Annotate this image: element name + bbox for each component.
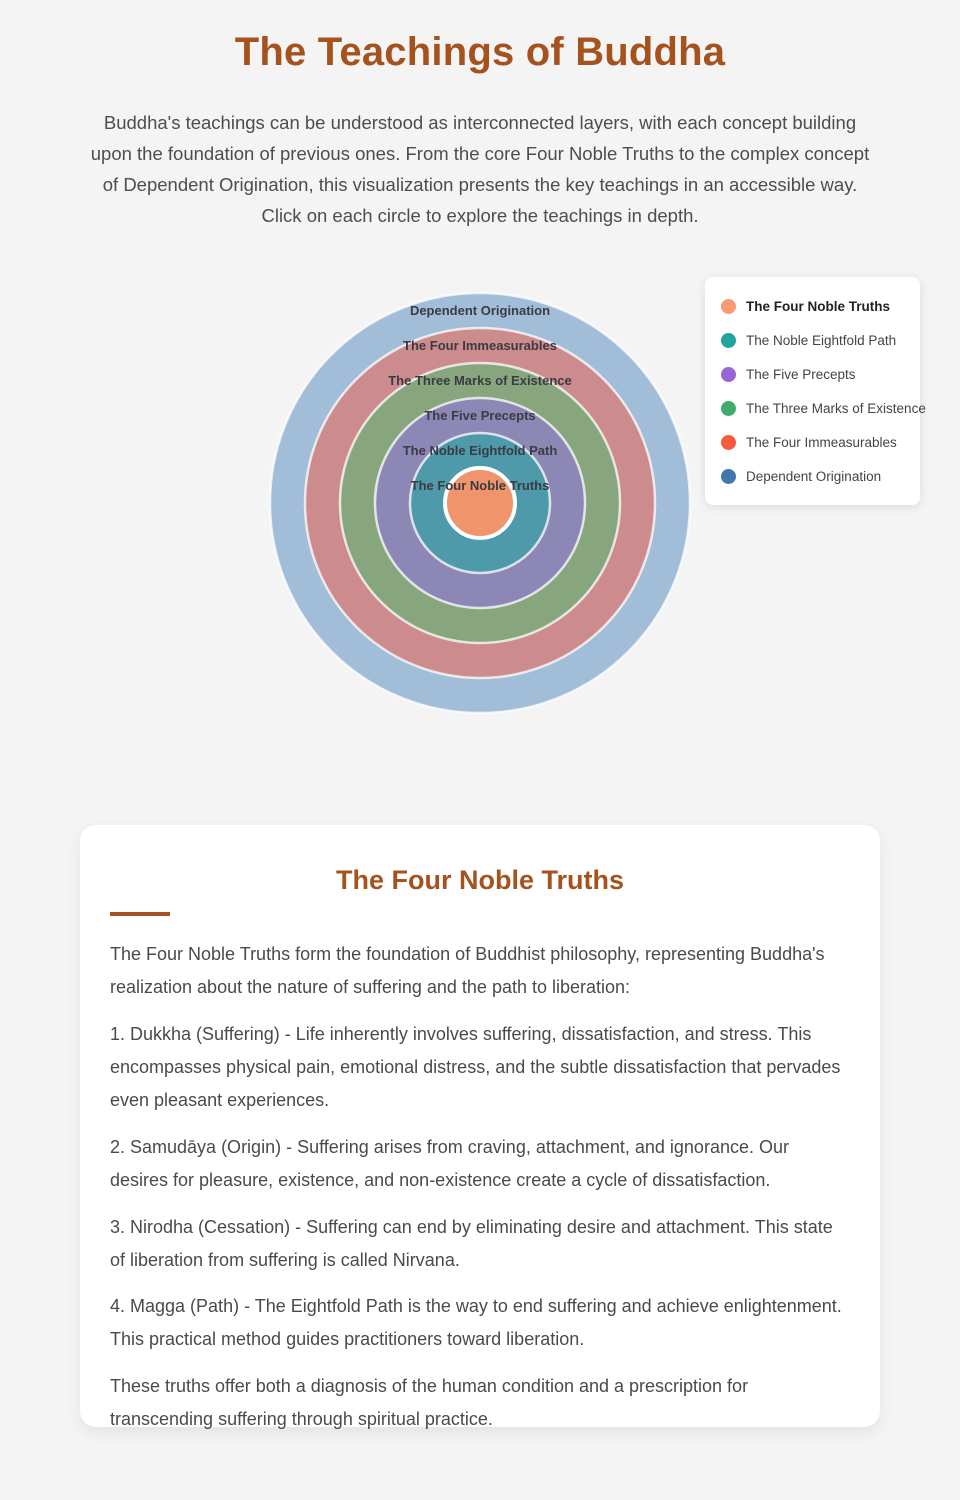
- legend-item-label: The Four Noble Truths: [746, 298, 890, 314]
- detail-card: [80, 825, 880, 1430]
- detail-paragraph-1: 1. Dukkha (Suffering) - Life inherently involves suffering, dissatisfaction, and stress. This encompasses physical pain, emotional distress, and the subtle dissatisfaction that pervades even pleasant experiences.: [110, 1023, 841, 1110]
- legend-dot-icon: [721, 401, 736, 416]
- detail-paragraph-5: These truths offer both a diagnosis of the human condition and a prescription for transcending suffering through spiritual practice.: [110, 1376, 749, 1430]
- legend-item-1[interactable]: [721, 323, 904, 357]
- circle-label-1: The Four Immeasurables: [403, 338, 557, 353]
- intro-text: Buddha's teachings can be understood as interconnected layers, with each concept building upon the foundation of previous ones. From the core Four Noble Truths to the complex concept of Dependent Origination, this visualization presents the key teachings in an accessible way. Click on each circle to explore the teachings in depth.: [90, 112, 870, 226]
- detail-paragraph-2: 2. Samudāya (Origin) - Suffering arises from craving, attachment, and ignorance. Our desires for pleasure, existence, and non-existence create a cycle of dissatisfaction.: [110, 1136, 789, 1190]
- legend-dot-icon: [721, 299, 736, 314]
- detail-paragraph-3: 3. Nirodha (Cessation) - Suffering can end by eliminating desire and attachment. This state of liberation from suffering is called Nirvana.: [110, 1216, 833, 1270]
- detail-paragraph-4: 4. Magga (Path) - The Eightfold Path is the way to end suffering and achieve enlightenment. This practical method guides practitioners toward liberation.: [110, 1296, 842, 1350]
- card-body: [110, 938, 850, 1436]
- legend-item-2[interactable]: [721, 357, 904, 391]
- legend-item-label: The Five Precepts: [746, 366, 856, 382]
- detail-card-heading: The Four Noble Truths: [336, 865, 624, 895]
- legend-item-0[interactable]: [721, 289, 904, 323]
- legend-item-5[interactable]: [721, 459, 904, 493]
- circle-label-0: Dependent Origination: [409, 303, 551, 318]
- heading-accent-divider: [110, 912, 170, 916]
- legend: [705, 277, 926, 505]
- legend-dot-icon: [721, 333, 736, 348]
- detail-paragraph-0: The Four Noble Truths form the foundation of Buddhist philosophy, representing Buddha's realization about the nature of suffering and the path to liberation:: [110, 944, 825, 997]
- circle-label-5: The Four Noble Truths: [410, 478, 550, 493]
- circle-layer-5[interactable]: [445, 468, 515, 538]
- circle-label-2: The Three Marks of Existence: [388, 373, 572, 388]
- page-title: The Teachings of Buddha: [234, 30, 726, 74]
- legend-item-label: Dependent Origination: [746, 468, 882, 484]
- legend-dot-icon: [721, 367, 736, 382]
- legend-items: [721, 289, 926, 493]
- legend-item-label: The Noble Eightfold Path: [746, 332, 897, 348]
- legend-item-label: The Three Marks of Existence: [746, 400, 926, 416]
- legend-item-3[interactable]: [721, 391, 926, 425]
- legend-dot-icon: [721, 435, 736, 450]
- legend-dot-icon: [721, 469, 736, 484]
- legend-item-label: The Four Immeasurables: [746, 434, 897, 450]
- circle-label-4: The Noble Eightfold Path: [402, 443, 558, 458]
- circle-label-3: The Five Precepts: [424, 408, 536, 423]
- legend-item-4[interactable]: [721, 425, 904, 459]
